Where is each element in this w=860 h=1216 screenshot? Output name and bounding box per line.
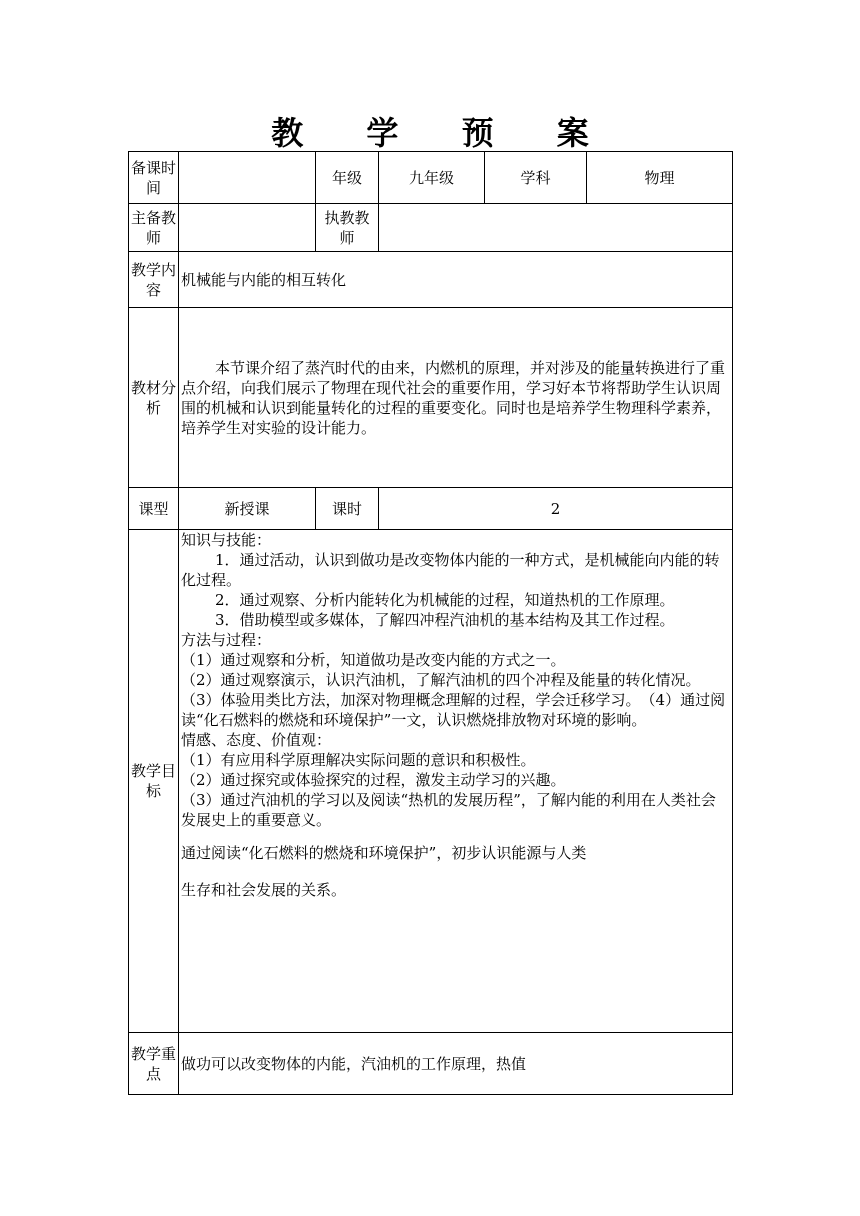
goals-line: 生存和社会发展的关系。 xyxy=(181,881,347,899)
table-row xyxy=(129,252,733,308)
exec-teacher-value xyxy=(379,204,733,252)
content-label: 教学内容 xyxy=(129,252,179,308)
lesson-plan-table xyxy=(128,151,733,1095)
key-points-label: 教学重点 xyxy=(129,1033,179,1095)
page-title: 教 学 预 案 xyxy=(271,114,615,152)
analysis-value: 本节课介绍了蒸汽时代的由来，内燃机的原理，并对涉及的能量转换进行了重点介绍，向我们展示了物理在现代社会的重要作用，学习好本节将帮助学生认识周围的机械和认识到能量转化的过程的重要变化。同时也是培养学生物理科学素养，培养学生对实验的设计能力。 xyxy=(179,308,733,488)
table-row xyxy=(129,488,733,530)
goals-label: 教学目标 xyxy=(129,530,179,1033)
main-teacher-label: 主备教师 xyxy=(129,204,179,252)
main-teacher-value xyxy=(179,204,316,252)
goals-content xyxy=(179,530,733,1033)
subject-label: 学科 xyxy=(485,152,587,204)
goals-line: （2）通过观察演示，认识汽油机，了解汽油机的四个冲程及能量的转化情况。 xyxy=(181,671,701,689)
exec-teacher-label: 执教教师 xyxy=(316,204,379,252)
goals-line: 2．通过观察、分析内能转化为机械能的过程，知道热机的工作原理。 xyxy=(215,591,675,609)
table-row xyxy=(129,530,733,1033)
type-label: 课型 xyxy=(129,488,179,530)
goals-line: 知识与技能： xyxy=(181,531,272,549)
prep-time-value xyxy=(179,152,316,204)
goals-line: 情感、态度、价值观： xyxy=(181,731,332,749)
prep-time-label: 备课时间 xyxy=(129,152,179,204)
goals-line: （3）通过汽油机的学习以及阅读“热机的发展历程”，了解内能的利用在人类社会发展史上的重要意义。 xyxy=(181,791,716,829)
grade-label: 年级 xyxy=(316,152,379,204)
hours-label: 课时 xyxy=(316,488,379,530)
goals-line: （1）通过观察和分析，知道做功是改变内能的方式之一。 xyxy=(181,651,566,669)
table-row xyxy=(129,152,733,204)
goals-line: （2）通过探究或体验探究的过程，激发主动学习的兴趣。 xyxy=(181,771,566,789)
subject-value: 物理 xyxy=(587,152,733,204)
goals-line: 1．通过活动，认识到做功是改变物体内能的一种方式，是机械能向内能的转化过程。 xyxy=(181,551,720,589)
table-row xyxy=(129,1033,733,1095)
key-points-value: 做功可以改变物体的内能，汽油机的工作原理，热值 xyxy=(179,1033,733,1095)
analysis-label: 教材分析 xyxy=(129,308,179,488)
table-row xyxy=(129,308,733,488)
goals-line: 3．借助模型或多媒体，了解四冲程汽油机的基本结构及其工作过程。 xyxy=(215,611,675,629)
goals-line: （3）体验用类比方法，加深对物理概念理解的过程，学会迁移学习。 （4）通过阅读“化石燃料的燃烧和环境保护”一文，认识燃烧排放物对环境的影响。 xyxy=(181,691,726,729)
grade-value: 九年级 xyxy=(379,152,485,204)
type-value: 新授课 xyxy=(179,488,316,530)
goals-line: 通过阅读“化石燃料的燃烧和环境保护”，初步认识能源与人类 xyxy=(181,844,587,862)
goals-line: （1）有应用科学原理解决实际问题的意识和积极性。 xyxy=(181,751,536,769)
goals-line: 方法与过程： xyxy=(181,631,272,649)
hours-value: 2 xyxy=(379,488,733,530)
table-row xyxy=(129,204,733,252)
content-value: 机械能与内能的相互转化 xyxy=(179,252,733,308)
